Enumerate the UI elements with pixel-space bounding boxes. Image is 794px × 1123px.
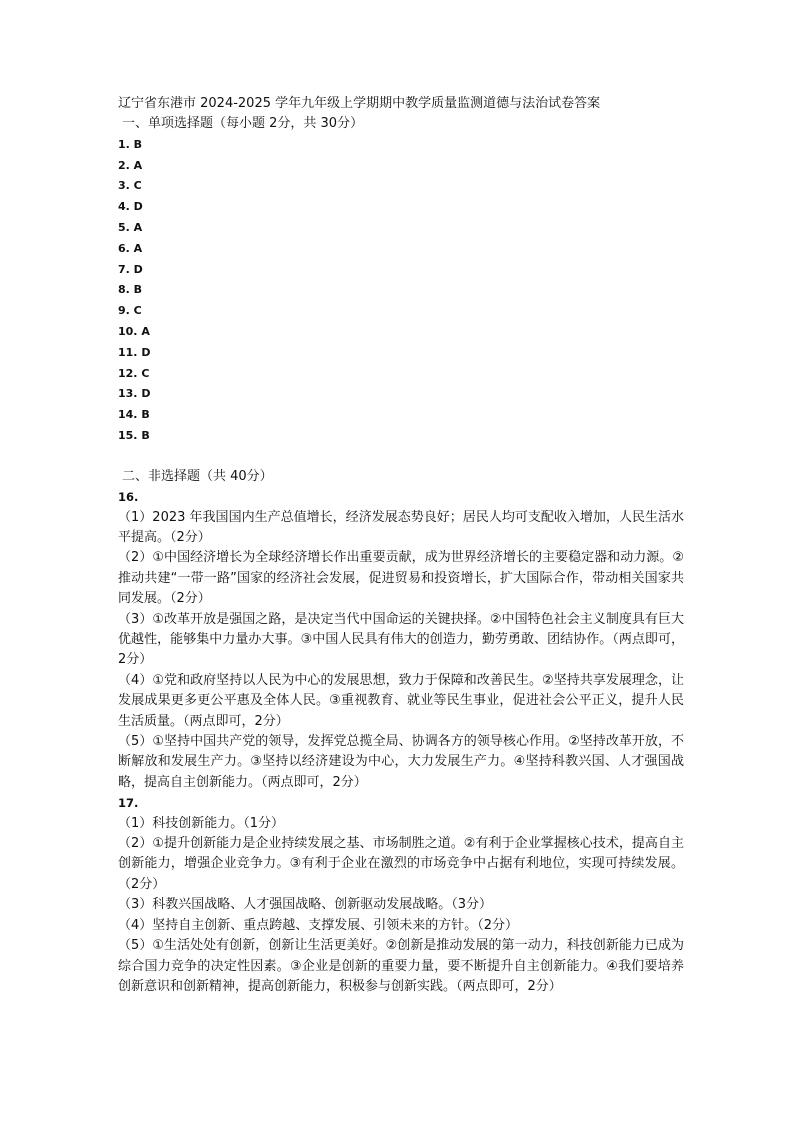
q17-part-1: （1）科技创新能力。（1分） bbox=[118, 815, 285, 831]
answer-item: 13. D bbox=[118, 387, 151, 401]
question-16-number: 16. bbox=[118, 490, 139, 505]
q17-part-3: （3）科教兴国战略、人才强国战略、创新驱动发展战略。（3分） bbox=[118, 897, 493, 913]
q16-part-4: （4）①党和政府坚持以人民为中心的发展思想，致力于保障和改善民生。②坚持共享发展理念，让发展成果更多更公平惠及全体人民。③重视教育、就业等民生事业，促进社会公平正义，提升人民生活质量。（两点即可，2分） bbox=[118, 672, 684, 729]
spacer bbox=[118, 447, 684, 467]
q17-part-5: （5）①生活处处有创新，创新让生活更美好。②创新是推动发展的第一动力，科技创新能力已成为综合国力竞争的决定性因素。③企业是创新的重要力量，要不断提升自主创新能力。④我们要培养创新意识和创新精神，提高创新能力，积极参与创新实践。（两点即可，2分） bbox=[118, 938, 684, 994]
q17-part-4: （4）坚持自主创新、重点跨越、支撑发展、引领未来的方针。（2分） bbox=[118, 917, 519, 933]
answer-item: 14. B bbox=[118, 408, 150, 422]
answer-item: 15. B bbox=[118, 428, 150, 442]
q16-part-1: （1）2023 年我国国内生产总值增长，经济发展态势良好；居民人均可支配收入增加，人民生活水平提高。（2分） bbox=[118, 509, 684, 545]
document-title: 辽宁省东港市 2024-2025 学年九年级上学期期中教学质量监测道德与法治试卷答案 bbox=[118, 96, 601, 111]
question-17-number: 17. bbox=[118, 796, 139, 811]
answer-item: 9. C bbox=[118, 304, 142, 318]
answer-item: 7. D bbox=[118, 262, 143, 276]
choice-answer-list bbox=[118, 135, 684, 447]
answer-item: 5. A bbox=[118, 221, 143, 234]
q17-part-2: （2）①提升创新能力是企业持续发展之基、市场制胜之道。②有利于企业掌握核心技术，提高自主创新能力，增强企业竞争力。③有利于企业在激烈的市场竞争中占据有利地位，实现可持续发展。（2分） bbox=[118, 836, 684, 892]
q16-part-2: （2）①中国经济增长为全球经济增长作出重要贡献，成为世界经济增长的主要稳定器和动力源。②推动共建“一带一路”国家的经济社会发展，促进贸易和投资增长，扩大国际合作，带动相关国家共同发展。（2分） bbox=[118, 550, 684, 607]
answer-item: 11. D bbox=[118, 345, 151, 359]
answer-item: 10. A bbox=[118, 324, 150, 338]
answer-item: 3. C bbox=[118, 179, 142, 193]
answer-item: 12. C bbox=[118, 366, 150, 380]
answer-item: 6. A bbox=[118, 241, 143, 255]
section1-heading: 一、单项选择题（每小题 2分，共 30分） bbox=[122, 116, 364, 132]
answer-item: 2. A bbox=[118, 158, 143, 172]
q16-part-3: （3）①改革开放是强国之路，是决定当代中国命运的关键抉择。②中国特色社会主义制度具有巨大优越性，能够集中力量办大事。③中国人民具有伟大的创造力，勤劳勇敢、团结协作。（两点即可，2分） bbox=[118, 611, 684, 668]
answer-document bbox=[118, 94, 684, 997]
section2-heading: 二、非选择题（共 40分） bbox=[122, 468, 273, 484]
answer-item: 4. D bbox=[118, 200, 143, 214]
q16-part-5: （5）①坚持中国共产党的领导，发挥党总揽全局、协调各方的领导核心作用。②坚持改革开放，不断解放和发展生产力。③坚持以经济建设为中心，大力发展生产力。④坚持科教兴国、人才强国战略，提高自主创新能力。（两点即可，2分） bbox=[118, 734, 684, 790]
answer-item: 1. B bbox=[118, 137, 143, 151]
answer-item: 8. B bbox=[118, 283, 143, 297]
